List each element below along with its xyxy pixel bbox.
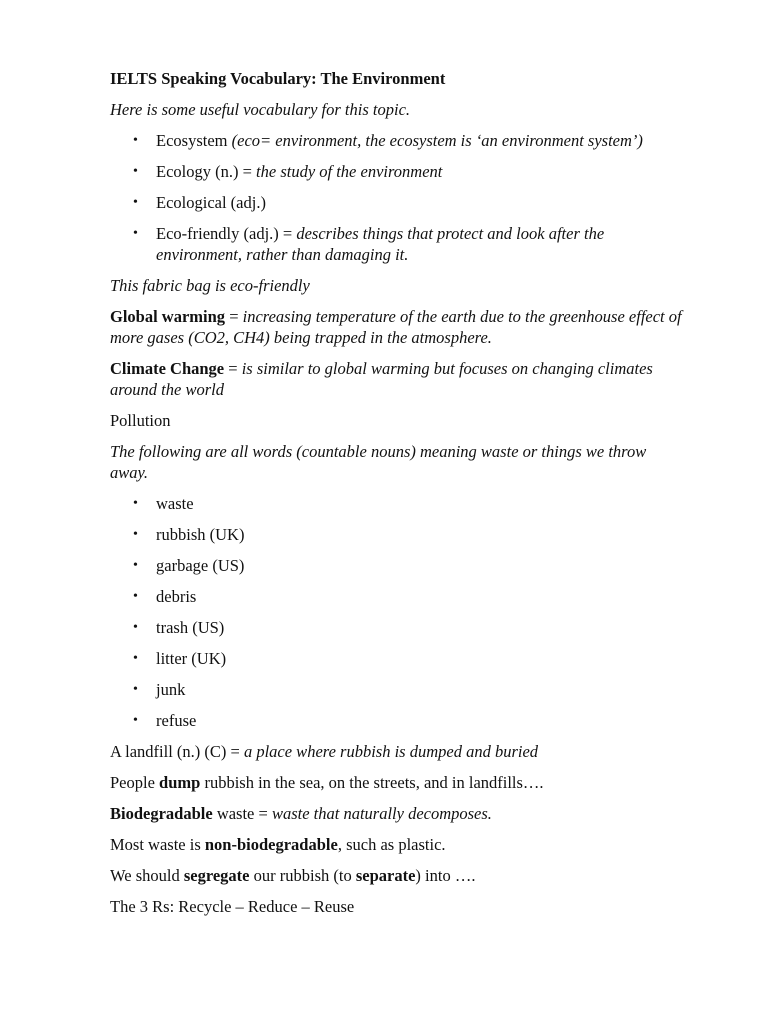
bullet-icon: • — [133, 226, 138, 241]
keyword: segregate — [183, 866, 250, 885]
list-item — [110, 710, 688, 731]
biodegradable-definition — [110, 803, 688, 824]
bullet-icon: • — [133, 133, 138, 148]
definition: is similar to global warming but focuses on changing climates around the world — [110, 359, 653, 399]
term: Ecosystem — [156, 131, 232, 150]
bullet-icon: • — [133, 164, 138, 179]
definition: a place where rubbish is dumped and buried — [243, 742, 539, 761]
bullet-icon: • — [133, 195, 138, 210]
eco-example: This fabric bag is eco-friendly — [110, 276, 310, 295]
dump-sentence — [110, 772, 688, 793]
bullet-icon: • — [133, 620, 138, 635]
equals: = — [224, 359, 242, 378]
eco-terms-list — [110, 130, 688, 265]
text: ) into …. — [415, 866, 476, 885]
list-item — [110, 555, 688, 576]
non-biodegradable-sentence — [110, 834, 688, 855]
climate-change-definition — [110, 358, 688, 400]
waste-word: refuse — [156, 711, 197, 730]
waste-intro: The following are all words (countable nouns) meaning waste or things we throw away. — [110, 442, 647, 482]
keyword: dump — [159, 773, 201, 792]
bullet-icon: • — [133, 682, 138, 697]
bullet-icon: • — [133, 558, 138, 573]
keyword: separate — [355, 866, 416, 885]
definition: describes things that protect and look after the environment, rather than damaging it. — [156, 224, 605, 264]
list-item — [110, 524, 688, 545]
segregate-sentence — [110, 865, 688, 886]
text: People — [110, 773, 160, 792]
definition: the study of the environment — [256, 162, 443, 181]
global-warming-definition — [110, 306, 688, 348]
three-rs-line: The 3 Rs: Recycle – Reduce – Reuse — [110, 897, 355, 916]
list-item — [110, 648, 688, 669]
intro-text: Here is some useful vocabulary for this topic. — [110, 100, 411, 119]
waste-word: trash (US) — [156, 618, 225, 637]
waste-word: garbage (US) — [156, 556, 245, 575]
text: , such as plastic. — [337, 835, 446, 854]
equals: = — [225, 307, 243, 326]
keyword: Biodegradable — [110, 804, 213, 823]
waste-words-list — [110, 493, 688, 731]
bullet-icon: • — [133, 651, 138, 666]
text: rubbish in the sea, on the streets, and in landfills…. — [200, 773, 544, 792]
text: our rubbish (to — [249, 866, 356, 885]
text: Most waste is — [110, 835, 205, 854]
list-item — [110, 130, 688, 151]
term: A landfill (n.) (C) = — [110, 742, 244, 761]
list-item — [110, 161, 688, 182]
text: waste = — [212, 804, 272, 823]
term: Ecological (adj.) — [156, 193, 266, 212]
landfill-definition — [110, 741, 688, 762]
pollution-heading: Pollution — [110, 411, 171, 430]
bullet-icon: • — [133, 589, 138, 604]
waste-word: litter (UK) — [156, 649, 227, 668]
list-item — [110, 617, 688, 638]
definition: (eco= environment, the ecosystem is ‘an environment system’) — [231, 131, 643, 150]
text: We should — [110, 866, 184, 885]
list-item — [110, 192, 688, 213]
bullet-icon: • — [133, 713, 138, 728]
waste-word: rubbish (UK) — [156, 525, 245, 544]
bullet-icon: • — [133, 496, 138, 511]
waste-word: waste — [156, 494, 194, 513]
page-title: IELTS Speaking Vocabulary: The Environment — [110, 69, 446, 88]
list-item — [110, 493, 688, 514]
term: Eco-friendly (adj.) = — [156, 224, 297, 243]
term: Climate Change — [110, 359, 225, 378]
term: Ecology (n.) = — [156, 162, 257, 181]
waste-word: junk — [156, 680, 186, 699]
waste-word: debris — [156, 587, 197, 606]
bullet-icon: • — [133, 527, 138, 542]
definition: waste that naturally decomposes. — [271, 804, 492, 823]
list-item — [110, 679, 688, 700]
list-item — [110, 223, 688, 265]
definition: increasing temperature of the earth due to the greenhouse effect of more gases (CO2, CH4) being trapped in the atmosphere. — [110, 307, 682, 347]
list-item — [110, 586, 688, 607]
term: Global warming — [110, 307, 226, 326]
keyword: non-biodegradable — [204, 835, 338, 854]
